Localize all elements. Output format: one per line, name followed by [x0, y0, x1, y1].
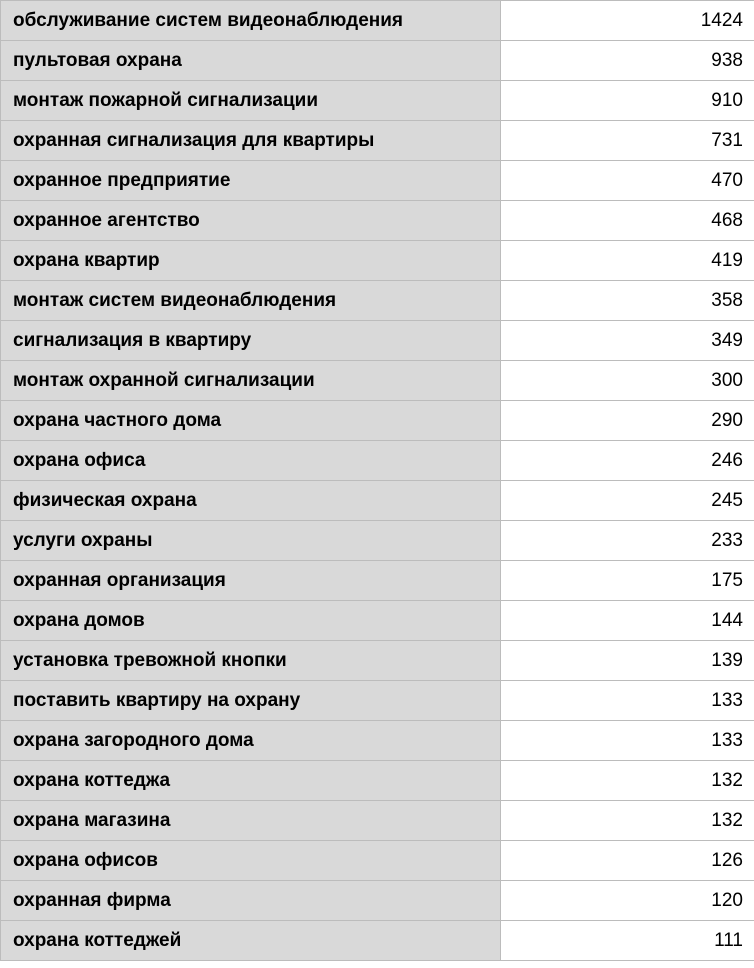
table-row [1, 761, 754, 801]
table-row [1, 521, 754, 561]
keyword-cell: монтаж систем видеонаблюдения [1, 281, 501, 321]
keyword-cell: физическая охрана [1, 481, 501, 521]
table-row [1, 921, 754, 961]
table-row [1, 361, 754, 401]
count-cell: 300 [501, 361, 754, 401]
count-cell: 126 [501, 841, 754, 881]
table-row [1, 641, 754, 681]
keyword-cell: охранная фирма [1, 881, 501, 921]
keyword-cell: охранное предприятие [1, 161, 501, 201]
count-cell: 144 [501, 601, 754, 641]
count-cell: 246 [501, 441, 754, 481]
keyword-cell: пультовая охрана [1, 41, 501, 81]
keyword-cell: охрана коттеджа [1, 761, 501, 801]
keyword-cell: поставить квартиру на охрану [1, 681, 501, 721]
keyword-cell: охрана коттеджей [1, 921, 501, 961]
count-cell: 233 [501, 521, 754, 561]
keyword-cell: услуги охраны [1, 521, 501, 561]
table-row [1, 241, 754, 281]
keyword-cell: охрана офиса [1, 441, 501, 481]
keyword-cell: охрана частного дома [1, 401, 501, 441]
count-cell: 910 [501, 81, 754, 121]
count-cell: 245 [501, 481, 754, 521]
table-row [1, 161, 754, 201]
keyword-table-body [1, 1, 754, 961]
table-row [1, 481, 754, 521]
count-cell: 938 [501, 41, 754, 81]
count-cell: 1424 [501, 1, 754, 41]
table-row [1, 721, 754, 761]
count-cell: 133 [501, 721, 754, 761]
count-cell: 731 [501, 121, 754, 161]
keyword-cell: охрана загородного дома [1, 721, 501, 761]
keyword-cell: монтаж пожарной сигнализации [1, 81, 501, 121]
table-row [1, 801, 754, 841]
keyword-cell: охранное агентство [1, 201, 501, 241]
count-cell: 132 [501, 801, 754, 841]
table-row [1, 201, 754, 241]
table-row [1, 561, 754, 601]
table-row [1, 881, 754, 921]
table-row [1, 401, 754, 441]
table-row [1, 841, 754, 881]
count-cell: 468 [501, 201, 754, 241]
table-row [1, 281, 754, 321]
count-cell: 470 [501, 161, 754, 201]
table-row [1, 601, 754, 641]
keyword-cell: монтаж охранной сигнализации [1, 361, 501, 401]
keyword-cell: охранная сигнализация для квартиры [1, 121, 501, 161]
keyword-cell: охрана домов [1, 601, 501, 641]
count-cell: 139 [501, 641, 754, 681]
count-cell: 358 [501, 281, 754, 321]
table-row [1, 441, 754, 481]
keyword-cell: установка тревожной кнопки [1, 641, 501, 681]
table-row [1, 1, 754, 41]
count-cell: 290 [501, 401, 754, 441]
table-row [1, 81, 754, 121]
keyword-cell: охранная организация [1, 561, 501, 601]
count-cell: 120 [501, 881, 754, 921]
count-cell: 419 [501, 241, 754, 281]
keyword-cell: сигнализация в квартиру [1, 321, 501, 361]
count-cell: 133 [501, 681, 754, 721]
count-cell: 132 [501, 761, 754, 801]
table-row [1, 681, 754, 721]
keyword-cell: охрана магазина [1, 801, 501, 841]
table-row [1, 41, 754, 81]
table-row [1, 321, 754, 361]
count-cell: 111 [501, 921, 754, 961]
keyword-cell: охрана офисов [1, 841, 501, 881]
keyword-cell: обслуживание систем видеонаблюдения [1, 1, 501, 41]
keyword-cell: охрана квартир [1, 241, 501, 281]
count-cell: 349 [501, 321, 754, 361]
count-cell: 175 [501, 561, 754, 601]
table-row [1, 121, 754, 161]
